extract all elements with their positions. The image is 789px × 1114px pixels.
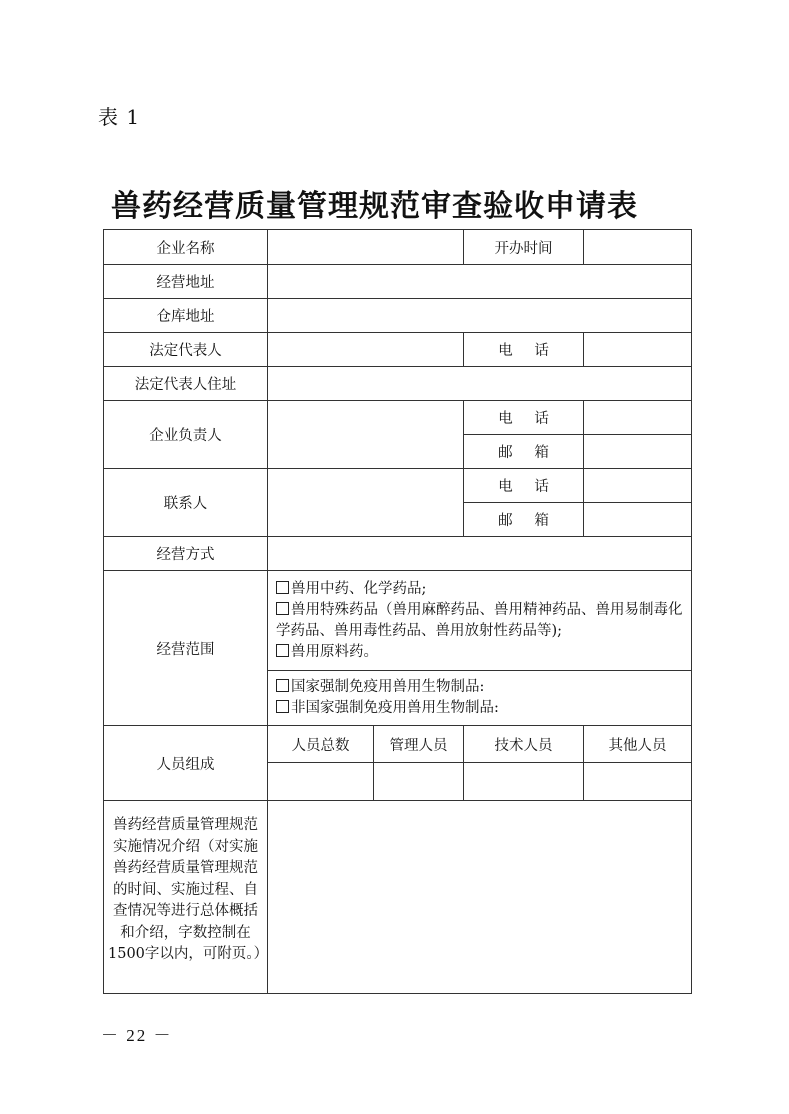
open-date-field[interactable] <box>584 230 692 265</box>
scope-option-special-drugs[interactable]: 兽用特殊药品（兽用麻醉药品、兽用精神药品、兽用易制毒化学药品、兽用毒性药品、兽用放射性药品等); <box>276 601 683 639</box>
head-email-label: 邮箱 <box>464 435 584 469</box>
page-number: － 22 － <box>101 1026 173 1045</box>
legal-rep-phone-field[interactable] <box>584 333 692 367</box>
table-number-label: 表 1 <box>98 105 141 129</box>
checkbox-icon[interactable] <box>276 700 289 713</box>
warehouse-address-field[interactable] <box>268 299 692 333</box>
enterprise-name-field[interactable] <box>268 230 464 265</box>
contact-phone-label: 电话 <box>464 469 584 503</box>
legal-rep-phone-label: 电话 <box>464 333 584 367</box>
scope-option-nonmandatory-biologics[interactable]: 非国家强制免疫用兽用生物制品: <box>276 698 683 719</box>
checkbox-icon[interactable] <box>276 602 289 615</box>
form-title <box>0 181 789 225</box>
staff-total-field[interactable] <box>268 763 374 801</box>
enterprise-head-label: 企业负责人 <box>104 401 268 469</box>
business-mode-field[interactable] <box>268 537 692 571</box>
business-mode-label: 经营方式 <box>104 537 268 571</box>
enterprise-name-label: 企业名称 <box>104 230 268 265</box>
form-title-text: 兽药经营质量管理规范审查验收申请表 <box>111 189 638 224</box>
open-date-label: 开办时间 <box>464 230 584 265</box>
scope-group-drugs <box>268 571 692 671</box>
description-field[interactable] <box>268 801 692 994</box>
enterprise-head-field[interactable] <box>268 401 464 469</box>
legal-rep-field[interactable] <box>268 333 464 367</box>
description-label: 兽药经营质量管理规范实施情况介绍（对实施兽药经营质量管理规范的时间、实施过程、自查情况等进行总体概括和介绍，字数控制在1500字以内，可附页。） <box>104 801 268 994</box>
warehouse-address-label: 仓库地址 <box>104 299 268 333</box>
scope-option-mandatory-biologics[interactable]: 国家强制免疫用兽用生物制品: <box>276 677 683 698</box>
staff-col-other: 其他人员 <box>584 726 692 763</box>
staff-label: 人员组成 <box>104 726 268 801</box>
legal-rep-label: 法定代表人 <box>104 333 268 367</box>
contact-email-field[interactable] <box>584 503 692 537</box>
staff-other-field[interactable] <box>584 763 692 801</box>
business-address-label: 经营地址 <box>104 265 268 299</box>
scope-group-biologics <box>268 671 692 726</box>
staff-col-technical: 技术人员 <box>464 726 584 763</box>
checkbox-icon[interactable] <box>276 644 289 657</box>
head-email-field[interactable] <box>584 435 692 469</box>
checkbox-icon[interactable] <box>276 581 289 594</box>
contact-phone-field[interactable] <box>584 469 692 503</box>
legal-rep-address-field[interactable] <box>268 367 692 401</box>
business-address-field[interactable] <box>268 265 692 299</box>
head-phone-field[interactable] <box>584 401 692 435</box>
business-scope-label: 经营范围 <box>104 571 268 726</box>
staff-management-field[interactable] <box>374 763 464 801</box>
scope-option-raw-materials[interactable]: 兽用原料药。 <box>276 642 683 663</box>
scope-option-chinese-chemical[interactable]: 兽用中药、化学药品; <box>276 579 683 600</box>
staff-col-total: 人员总数 <box>268 726 374 763</box>
contact-label: 联系人 <box>104 469 268 537</box>
staff-col-management: 管理人员 <box>374 726 464 763</box>
legal-rep-address-label: 法定代表人住址 <box>104 367 268 401</box>
contact-field[interactable] <box>268 469 464 537</box>
checkbox-icon[interactable] <box>276 679 289 692</box>
contact-email-label: 邮箱 <box>464 503 584 537</box>
head-phone-label: 电话 <box>464 401 584 435</box>
staff-technical-field[interactable] <box>464 763 584 801</box>
application-form-table <box>103 229 692 994</box>
